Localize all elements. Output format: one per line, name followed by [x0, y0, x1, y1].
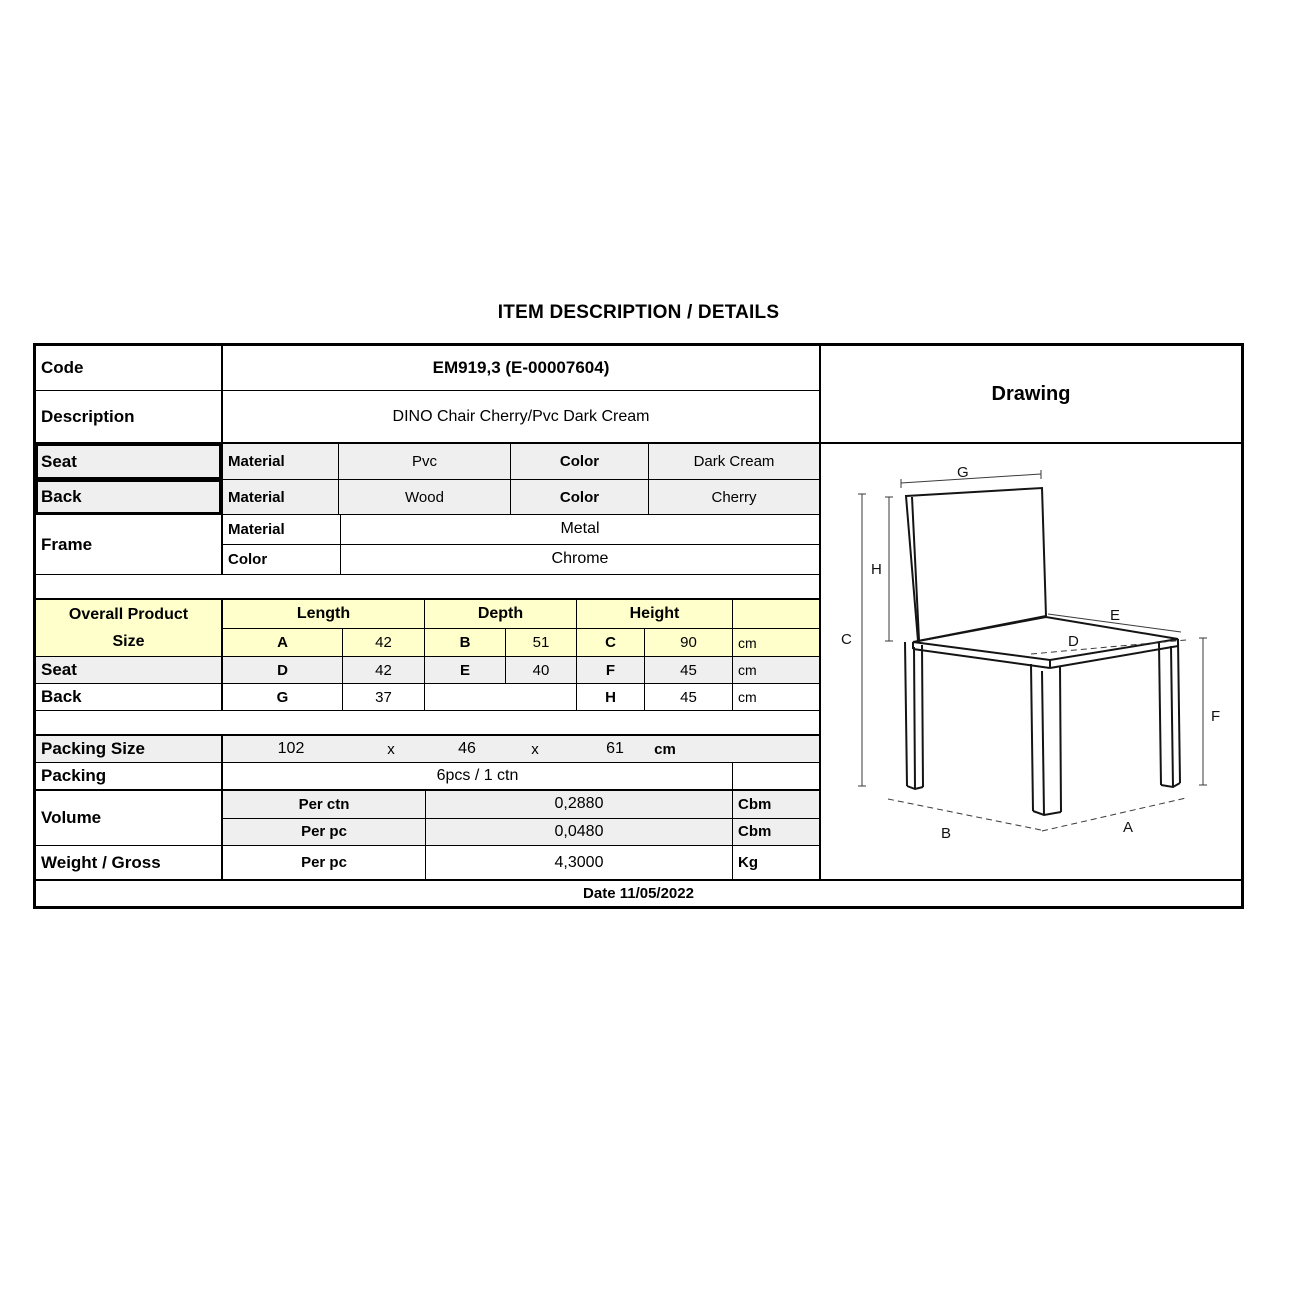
overall-product-line1: Overall Product	[68, 606, 189, 623]
volume-per-pc-row	[223, 819, 819, 846]
volume-per-ctn-label: Per ctn	[223, 791, 426, 818]
packing-size-length: 102	[277, 740, 305, 757]
description-row	[36, 391, 819, 444]
packing-value: 6pcs / 1 ctn	[223, 763, 733, 789]
volume-rows	[36, 791, 819, 846]
dim-val-f: 45	[645, 657, 733, 683]
volume-per-ctn-row	[223, 791, 819, 819]
description-label: Description	[36, 391, 223, 442]
weight-per-label: Per pc	[223, 846, 426, 879]
frame-color-label: Color	[223, 545, 341, 574]
frame-material-label: Material	[223, 515, 341, 544]
weight-row	[36, 846, 819, 879]
back-material-row	[36, 480, 819, 515]
volume-per-pc-unit: Cbm	[738, 823, 772, 841]
volume-subrows	[223, 791, 819, 845]
size-header-rows	[36, 600, 819, 657]
spacer-row	[36, 575, 819, 600]
dim-key-f: F	[577, 657, 645, 683]
packing-label: Packing	[36, 763, 223, 789]
volume-label: Volume	[36, 791, 223, 845]
dim-val-g: 37	[343, 684, 425, 710]
dim-val-h: 45	[645, 684, 733, 710]
weight-value: 4,3000	[426, 846, 733, 879]
packing-row	[36, 763, 819, 791]
volume-per-pc-label: Per pc	[223, 819, 426, 846]
dim-key-a: A	[223, 629, 343, 656]
seat-material-row	[36, 444, 819, 480]
code-value: EM919,3 (E-00007604)	[432, 358, 610, 377]
dim-label-b: B	[941, 825, 952, 842]
dim-label-g: G	[957, 464, 969, 481]
dim-val-d: 42	[343, 657, 425, 683]
frame-color-value: Chrome	[551, 550, 609, 568]
overall-unit: cm	[738, 634, 757, 651]
item-details-table	[36, 346, 821, 879]
spacer-row	[36, 711, 819, 736]
size-dimension-header-row	[223, 600, 819, 629]
chair-drawing	[821, 444, 1241, 879]
dim-label-d: D	[1068, 633, 1079, 650]
code-label: Code	[36, 346, 223, 390]
page-title: ITEM DESCRIPTION / DETAILS	[497, 302, 780, 323]
volume-per-pc-value: 0,0480	[426, 819, 733, 846]
seat-size-row	[36, 657, 819, 684]
seat-material-value: Pvc	[339, 444, 511, 479]
packing-size-height: 61	[606, 740, 624, 757]
dim-val-c: 90	[645, 629, 733, 656]
depth-header: Depth	[425, 600, 577, 628]
seat-label: Seat	[36, 444, 223, 479]
dim-label-h: H	[871, 561, 882, 578]
packing-size-row	[36, 736, 819, 763]
packing-size-label: Packing Size	[36, 736, 223, 762]
seat-size-unit: cm	[738, 662, 757, 678]
packing-empty-cell	[733, 763, 819, 789]
drawing-title: Drawing	[821, 346, 1241, 444]
overall-size-values-row	[223, 629, 819, 656]
description-value: DINO Chair Cherry/Pvc Dark Cream	[392, 407, 650, 425]
packing-size-depth: 46	[458, 740, 476, 757]
dim-val-e: 40	[506, 657, 577, 683]
frame-rows	[36, 515, 819, 575]
packing-size-x1: x	[387, 740, 395, 758]
seat-color-value: Dark Cream	[693, 453, 775, 470]
dim-val-b: 51	[506, 629, 577, 656]
back-size-row	[36, 684, 819, 711]
length-header: Length	[223, 600, 425, 628]
dim-key-h: H	[577, 684, 645, 710]
dim-val-a: 42	[343, 629, 425, 656]
frame-material-row	[223, 515, 819, 545]
weight-unit: Kg	[738, 854, 758, 871]
dim-label-e: E	[1110, 607, 1121, 624]
volume-per-ctn-value: 0,2880	[426, 791, 733, 818]
code-row	[36, 346, 819, 391]
dim-label-a: A	[1123, 819, 1134, 836]
seat-size-label: Seat	[36, 657, 223, 683]
spec-sheet-table	[33, 343, 1244, 909]
dim-label-c: C	[841, 631, 852, 648]
back-size-empty-cell	[425, 684, 577, 710]
frame-color-row	[223, 545, 819, 574]
overall-product-line2: Size	[112, 633, 145, 650]
frame-label: Frame	[36, 515, 223, 574]
height-header: Height	[577, 600, 733, 628]
packing-size-x2: x	[531, 740, 539, 758]
size-header-stack	[223, 600, 819, 656]
seat-material-label: Material	[223, 444, 339, 479]
dim-label-f: F	[1211, 708, 1221, 725]
volume-per-ctn-unit: Cbm	[738, 795, 772, 813]
dim-key-g: G	[223, 684, 343, 710]
dim-key-c: C	[577, 629, 645, 656]
dim-key-e: E	[425, 657, 506, 683]
back-color-value: Cherry	[711, 488, 757, 506]
date-row	[36, 879, 1241, 906]
back-material-label: Material	[223, 480, 339, 514]
back-material-value: Wood	[339, 480, 511, 514]
back-color-label: Color	[511, 480, 649, 514]
date-value: Date 11/05/2022	[583, 885, 694, 902]
dim-key-b: B	[425, 629, 506, 656]
packing-size-unit: cm	[654, 740, 676, 758]
seat-color-label: Color	[511, 444, 649, 479]
drawing-canvas	[821, 444, 1241, 879]
back-size-unit: cm	[738, 689, 757, 705]
dim-key-d: D	[223, 657, 343, 683]
weight-label: Weight / Gross	[36, 846, 223, 879]
back-size-label: Back	[36, 684, 223, 710]
frame-subrows	[223, 515, 819, 574]
packing-size-values	[223, 736, 819, 762]
size-header-unit-cell	[733, 600, 819, 628]
back-label: Back	[36, 480, 223, 514]
overall-product-size-label	[36, 600, 223, 656]
drawing-panel	[821, 346, 1241, 879]
frame-material-value: Metal	[560, 520, 600, 538]
